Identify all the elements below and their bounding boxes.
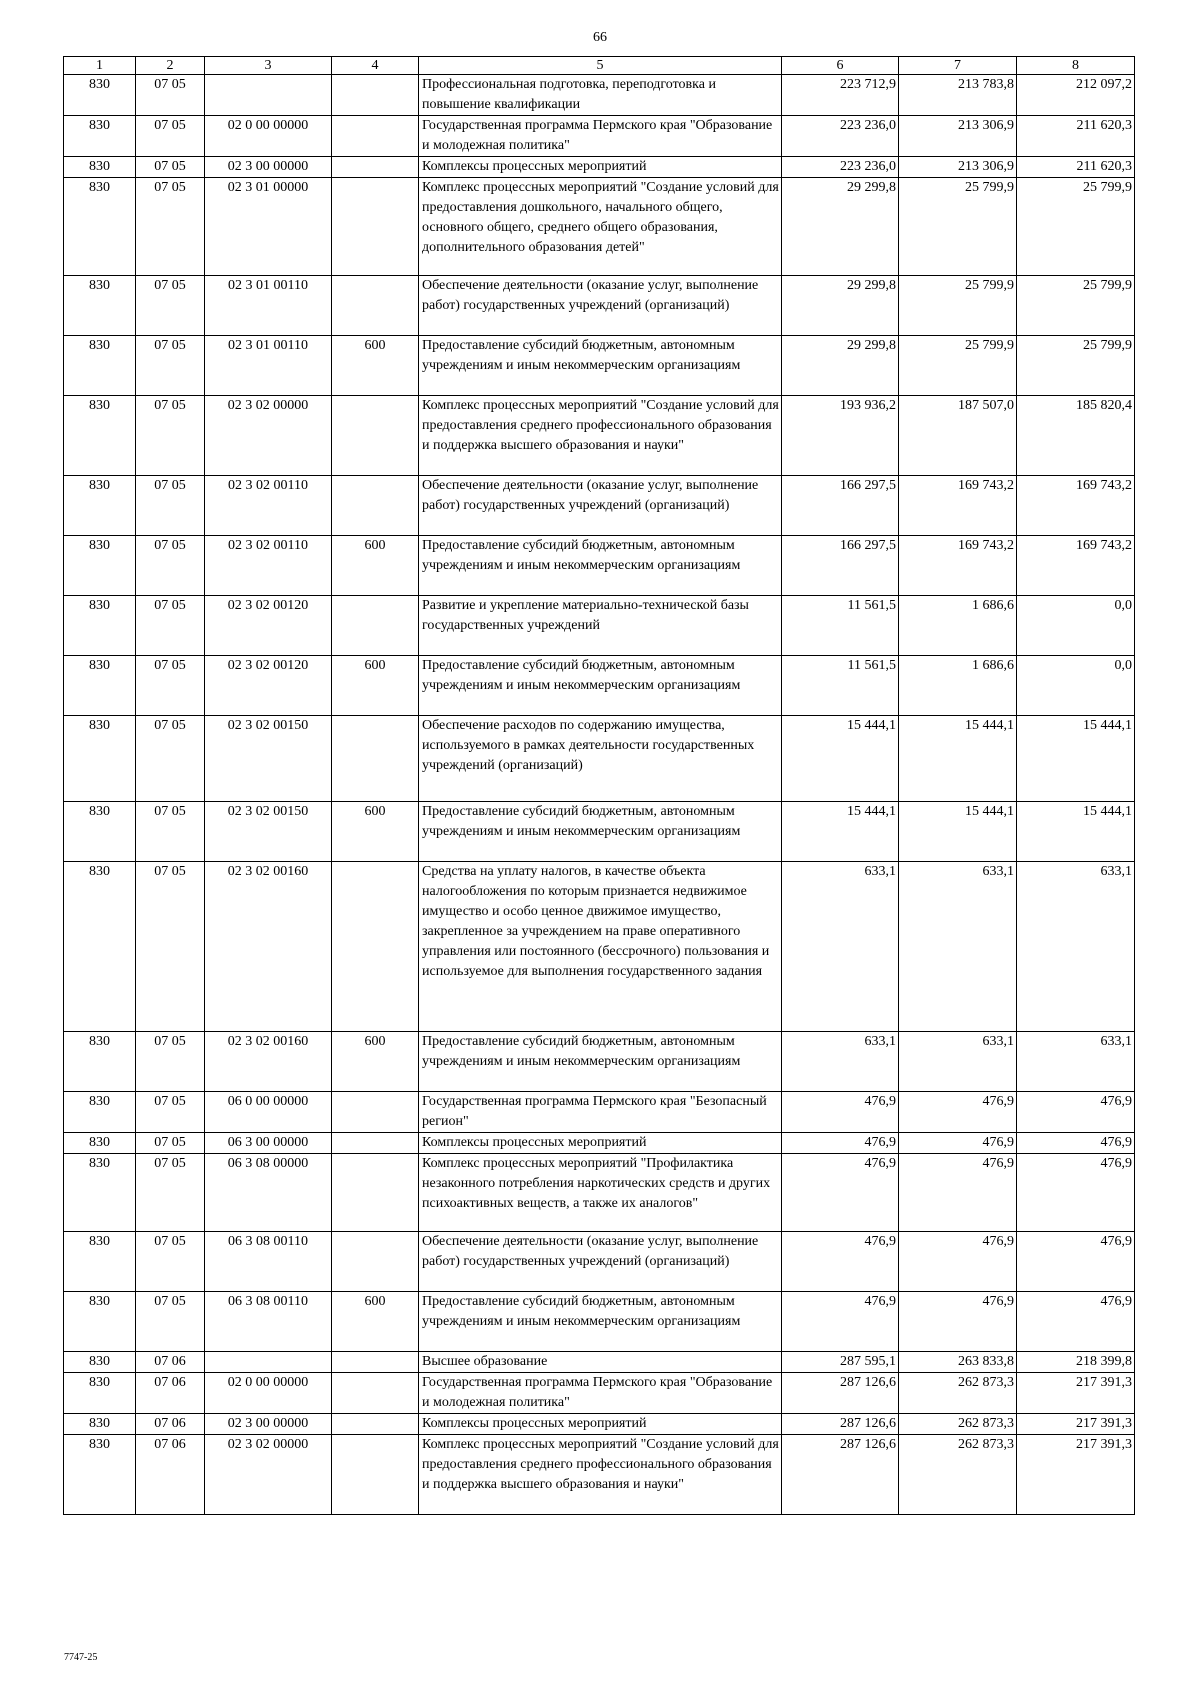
table-row: [64, 396, 1135, 476]
amount-col6-cell: 287 126,6: [782, 1373, 899, 1414]
ministry-code-cell: 830: [64, 116, 136, 157]
table-row: [64, 1435, 1135, 1515]
section-code-cell: 07 05: [136, 596, 205, 656]
amount-col6-cell: 29 299,8: [782, 276, 899, 336]
expense-type-cell: [332, 1373, 419, 1414]
table-row: [64, 716, 1135, 802]
target-article-cell: 06 3 08 00000: [205, 1154, 332, 1232]
amount-col7-cell: 169 743,2: [899, 536, 1017, 596]
section-code-cell: 07 05: [136, 656, 205, 716]
description-cell: Комплекс процессных мероприятий "Профилактика незаконного потребления наркотических средств и других психоактивных веществ, а также их аналогов": [419, 1154, 782, 1232]
description-cell: Предоставление субсидий бюджетным, автономным учреждениям и иным некоммерческим организациям: [419, 336, 782, 396]
target-article-cell: 02 3 01 00000: [205, 178, 332, 276]
amount-col7-cell: 187 507,0: [899, 396, 1017, 476]
table-row: [64, 656, 1135, 716]
amount-col7-cell: 169 743,2: [899, 476, 1017, 536]
table-row: [64, 1154, 1135, 1232]
amount-col8-cell: 217 391,3: [1017, 1373, 1135, 1414]
expense-type-cell: [332, 1154, 419, 1232]
section-code-cell: 07 05: [136, 276, 205, 336]
amount-col8-cell: 0,0: [1017, 656, 1135, 716]
ministry-code-cell: 830: [64, 1154, 136, 1232]
description-cell: Государственная программа Пермского края "Образование и молодежная политика": [419, 116, 782, 157]
ministry-code-cell: 830: [64, 1373, 136, 1414]
description-cell: Предоставление субсидий бюджетным, автономным учреждениям и иным некоммерческим организациям: [419, 1292, 782, 1352]
target-article-cell: 02 3 00 00000: [205, 1414, 332, 1435]
table-row: [64, 802, 1135, 862]
col-header-5: 5: [419, 57, 782, 75]
table-row: [64, 862, 1135, 1032]
description-cell: Предоставление субсидий бюджетным, автономным учреждениям и иным некоммерческим организациям: [419, 536, 782, 596]
section-code-cell: 07 05: [136, 1092, 205, 1133]
expense-type-cell: [332, 1092, 419, 1133]
col-header-6: 6: [782, 57, 899, 75]
target-article-cell: [205, 1352, 332, 1373]
amount-col6-cell: 11 561,5: [782, 596, 899, 656]
amount-col8-cell: 0,0: [1017, 596, 1135, 656]
ministry-code-cell: 830: [64, 476, 136, 536]
description-cell: Предоставление субсидий бюджетным, автономным учреждениям и иным некоммерческим организациям: [419, 1032, 782, 1092]
expense-type-cell: 600: [332, 802, 419, 862]
section-code-cell: 07 06: [136, 1414, 205, 1435]
ministry-code-cell: 830: [64, 336, 136, 396]
table-row: [64, 336, 1135, 396]
description-cell: Комплексы процессных мероприятий: [419, 1133, 782, 1154]
section-code-cell: 07 05: [136, 716, 205, 802]
amount-col7-cell: 213 783,8: [899, 75, 1017, 116]
amount-col6-cell: 29 299,8: [782, 336, 899, 396]
table-row: [64, 276, 1135, 336]
expense-type-cell: 600: [332, 536, 419, 596]
ministry-code-cell: 830: [64, 157, 136, 178]
section-code-cell: 07 05: [136, 1232, 205, 1292]
table-row: [64, 116, 1135, 157]
description-cell: Профессиональная подготовка, переподготовка и повышение квалификации: [419, 75, 782, 116]
ministry-code-cell: 830: [64, 396, 136, 476]
amount-col6-cell: 476,9: [782, 1133, 899, 1154]
section-code-cell: 07 05: [136, 1292, 205, 1352]
expense-type-cell: [332, 862, 419, 1032]
amount-col8-cell: 185 820,4: [1017, 396, 1135, 476]
col-header-7: 7: [899, 57, 1017, 75]
amount-col6-cell: 476,9: [782, 1292, 899, 1352]
amount-col6-cell: 633,1: [782, 1032, 899, 1092]
amount-col6-cell: 29 299,8: [782, 178, 899, 276]
target-article-cell: 02 3 01 00110: [205, 276, 332, 336]
section-code-cell: 07 05: [136, 75, 205, 116]
ministry-code-cell: 830: [64, 656, 136, 716]
amount-col6-cell: 166 297,5: [782, 536, 899, 596]
amount-col7-cell: 263 833,8: [899, 1352, 1017, 1373]
target-article-cell: 02 3 01 00110: [205, 336, 332, 396]
amount-col8-cell: 212 097,2: [1017, 75, 1135, 116]
target-article-cell: 02 3 02 00000: [205, 396, 332, 476]
amount-col6-cell: 166 297,5: [782, 476, 899, 536]
ministry-code-cell: 830: [64, 1133, 136, 1154]
description-cell: Обеспечение деятельности (оказание услуг, выполнение работ) государственных учреждений (организаций): [419, 1232, 782, 1292]
amount-col8-cell: 633,1: [1017, 1032, 1135, 1092]
amount-col7-cell: 25 799,9: [899, 336, 1017, 396]
expense-type-cell: [332, 116, 419, 157]
amount-col6-cell: 476,9: [782, 1154, 899, 1232]
expense-type-cell: 600: [332, 336, 419, 396]
amount-col8-cell: 476,9: [1017, 1092, 1135, 1133]
description-cell: Комплексы процессных мероприятий: [419, 157, 782, 178]
description-cell: Комплекс процессных мероприятий "Создание условий для предоставления среднего профессионального образования и поддержка высшего образования и науки": [419, 1435, 782, 1515]
amount-col6-cell: 287 595,1: [782, 1352, 899, 1373]
amount-col8-cell: 476,9: [1017, 1154, 1135, 1232]
target-article-cell: 02 3 02 00160: [205, 1032, 332, 1092]
table-row: [64, 596, 1135, 656]
target-article-cell: 02 3 02 00160: [205, 862, 332, 1032]
description-cell: Комплекс процессных мероприятий "Создание условий для предоставления среднего профессионального образования и поддержка высшего образования и науки": [419, 396, 782, 476]
description-cell: Комплекс процессных мероприятий "Создание условий для предоставления дошкольного, начального общего, основного общего, среднего общего образования, дополнительного образования детей": [419, 178, 782, 276]
table-row: [64, 1414, 1135, 1435]
table-row: [64, 1232, 1135, 1292]
table-row: [64, 476, 1135, 536]
table-row: [64, 1032, 1135, 1092]
expense-type-cell: [332, 1232, 419, 1292]
amount-col6-cell: 15 444,1: [782, 716, 899, 802]
footer-code: 7747-25: [64, 1652, 98, 1663]
ministry-code-cell: 830: [64, 862, 136, 1032]
amount-col7-cell: 476,9: [899, 1154, 1017, 1232]
section-code-cell: 07 05: [136, 1133, 205, 1154]
ministry-code-cell: 830: [64, 1414, 136, 1435]
description-cell: Развитие и укрепление материально-технической базы государственных учреждений: [419, 596, 782, 656]
table-row: [64, 536, 1135, 596]
target-article-cell: 02 3 02 00150: [205, 802, 332, 862]
amount-col7-cell: 15 444,1: [899, 802, 1017, 862]
description-cell: Предоставление субсидий бюджетным, автономным учреждениям и иным некоммерческим организациям: [419, 802, 782, 862]
section-code-cell: 07 05: [136, 1032, 205, 1092]
expense-type-cell: [332, 276, 419, 336]
col-header-8: 8: [1017, 57, 1135, 75]
amount-col6-cell: 15 444,1: [782, 802, 899, 862]
page-number: 66: [593, 30, 607, 45]
expense-type-cell: [332, 476, 419, 536]
target-article-cell: 02 0 00 00000: [205, 116, 332, 157]
amount-col7-cell: 1 686,6: [899, 596, 1017, 656]
amount-col6-cell: 223 236,0: [782, 157, 899, 178]
section-code-cell: 07 06: [136, 1373, 205, 1414]
section-code-cell: 07 05: [136, 536, 205, 596]
amount-col8-cell: 211 620,3: [1017, 116, 1135, 157]
description-cell: Средства на уплату налогов, в качестве объекта налогообложения по которым признается недвижимое имущество и особо ценное движимое имущество, закрепленное за учреждением на праве оперативного управления или постоянного (бессрочного) пользования и используемое для выполнения государственного задания: [419, 862, 782, 1032]
table-row: [64, 157, 1135, 178]
section-code-cell: 07 05: [136, 476, 205, 536]
expense-type-cell: 600: [332, 1292, 419, 1352]
description-cell: Обеспечение деятельности (оказание услуг, выполнение работ) государственных учреждений (организаций): [419, 476, 782, 536]
ministry-code-cell: 830: [64, 178, 136, 276]
col-header-4: 4: [332, 57, 419, 75]
description-cell: Обеспечение деятельности (оказание услуг, выполнение работ) государственных учреждений (организаций): [419, 276, 782, 336]
target-article-cell: [205, 75, 332, 116]
ministry-code-cell: 830: [64, 1352, 136, 1373]
amount-col6-cell: 193 936,2: [782, 396, 899, 476]
amount-col6-cell: 287 126,6: [782, 1435, 899, 1515]
col-header-2: 2: [136, 57, 205, 75]
expense-type-cell: 600: [332, 656, 419, 716]
target-article-cell: 06 3 08 00110: [205, 1232, 332, 1292]
expense-type-cell: [332, 178, 419, 276]
expense-type-cell: [332, 716, 419, 802]
expense-type-cell: [332, 596, 419, 656]
ministry-code-cell: 830: [64, 1292, 136, 1352]
ministry-code-cell: 830: [64, 536, 136, 596]
amount-col7-cell: 25 799,9: [899, 178, 1017, 276]
amount-col8-cell: 169 743,2: [1017, 476, 1135, 536]
amount-col7-cell: 262 873,3: [899, 1373, 1017, 1414]
section-code-cell: 07 05: [136, 336, 205, 396]
section-code-cell: 07 05: [136, 157, 205, 178]
amount-col8-cell: 25 799,9: [1017, 276, 1135, 336]
table-row: [64, 1373, 1135, 1414]
description-cell: Комплексы процессных мероприятий: [419, 1414, 782, 1435]
amount-col7-cell: 1 686,6: [899, 656, 1017, 716]
ministry-code-cell: 830: [64, 276, 136, 336]
expense-type-cell: [332, 1352, 419, 1373]
amount-col6-cell: 287 126,6: [782, 1414, 899, 1435]
table-row: [64, 1092, 1135, 1133]
amount-col6-cell: 223 712,9: [782, 75, 899, 116]
expense-type-cell: [332, 75, 419, 116]
amount-col7-cell: 633,1: [899, 862, 1017, 1032]
header-row: [64, 57, 1135, 75]
amount-col8-cell: 217 391,3: [1017, 1435, 1135, 1515]
section-code-cell: 07 05: [136, 396, 205, 476]
table-body: [64, 75, 1135, 1515]
ministry-code-cell: 830: [64, 716, 136, 802]
expense-type-cell: [332, 396, 419, 476]
table-row: [64, 178, 1135, 276]
target-article-cell: 06 3 08 00110: [205, 1292, 332, 1352]
expense-type-cell: [332, 1414, 419, 1435]
amount-col6-cell: 476,9: [782, 1232, 899, 1292]
section-code-cell: 07 05: [136, 1154, 205, 1232]
budget-table: [63, 56, 1135, 1515]
table-row: [64, 75, 1135, 116]
amount-col7-cell: 262 873,3: [899, 1435, 1017, 1515]
amount-col6-cell: 11 561,5: [782, 656, 899, 716]
target-article-cell: 02 0 00 00000: [205, 1373, 332, 1414]
target-article-cell: 02 3 02 00110: [205, 536, 332, 596]
table-row: [64, 1292, 1135, 1352]
expense-type-cell: 600: [332, 1032, 419, 1092]
amount-col7-cell: 476,9: [899, 1133, 1017, 1154]
target-article-cell: 02 3 02 00150: [205, 716, 332, 802]
section-code-cell: 07 05: [136, 178, 205, 276]
amount-col6-cell: 476,9: [782, 1092, 899, 1133]
amount-col7-cell: 25 799,9: [899, 276, 1017, 336]
amount-col8-cell: 169 743,2: [1017, 536, 1135, 596]
target-article-cell: 02 3 02 00000: [205, 1435, 332, 1515]
amount-col8-cell: 211 620,3: [1017, 157, 1135, 178]
amount-col7-cell: 213 306,9: [899, 157, 1017, 178]
col-header-3: 3: [205, 57, 332, 75]
amount-col7-cell: 15 444,1: [899, 716, 1017, 802]
amount-col8-cell: 476,9: [1017, 1133, 1135, 1154]
target-article-cell: 02 3 02 00110: [205, 476, 332, 536]
amount-col8-cell: 476,9: [1017, 1292, 1135, 1352]
amount-col7-cell: 262 873,3: [899, 1414, 1017, 1435]
amount-col7-cell: 633,1: [899, 1032, 1017, 1092]
description-cell: Высшее образование: [419, 1352, 782, 1373]
target-article-cell: 06 3 00 00000: [205, 1133, 332, 1154]
ministry-code-cell: 830: [64, 1032, 136, 1092]
section-code-cell: 07 05: [136, 116, 205, 157]
amount-col8-cell: 218 399,8: [1017, 1352, 1135, 1373]
ministry-code-cell: 830: [64, 1092, 136, 1133]
target-article-cell: 02 3 02 00120: [205, 596, 332, 656]
description-cell: Государственная программа Пермского края "Безопасный регион": [419, 1092, 782, 1133]
amount-col8-cell: 476,9: [1017, 1232, 1135, 1292]
description-cell: Государственная программа Пермского края "Образование и молодежная политика": [419, 1373, 782, 1414]
amount-col6-cell: 223 236,0: [782, 116, 899, 157]
amount-col7-cell: 476,9: [899, 1092, 1017, 1133]
amount-col7-cell: 476,9: [899, 1232, 1017, 1292]
ministry-code-cell: 830: [64, 75, 136, 116]
target-article-cell: 06 0 00 00000: [205, 1092, 332, 1133]
amount-col6-cell: 633,1: [782, 862, 899, 1032]
col-header-1: 1: [64, 57, 136, 75]
amount-col7-cell: 213 306,9: [899, 116, 1017, 157]
ministry-code-cell: 830: [64, 1435, 136, 1515]
target-article-cell: 02 3 00 00000: [205, 157, 332, 178]
description-cell: Обеспечение расходов по содержанию имущества, используемого в рамках деятельности государственных учреждений (организаций): [419, 716, 782, 802]
expense-type-cell: [332, 1435, 419, 1515]
section-code-cell: 07 06: [136, 1352, 205, 1373]
table-row: [64, 1352, 1135, 1373]
target-article-cell: 02 3 02 00120: [205, 656, 332, 716]
amount-col8-cell: 25 799,9: [1017, 178, 1135, 276]
amount-col8-cell: 217 391,3: [1017, 1414, 1135, 1435]
amount-col8-cell: 15 444,1: [1017, 802, 1135, 862]
expense-type-cell: [332, 157, 419, 178]
description-cell: Предоставление субсидий бюджетным, автономным учреждениям и иным некоммерческим организациям: [419, 656, 782, 716]
ministry-code-cell: 830: [64, 1232, 136, 1292]
section-code-cell: 07 05: [136, 802, 205, 862]
amount-col8-cell: 633,1: [1017, 862, 1135, 1032]
expense-type-cell: [332, 1133, 419, 1154]
section-code-cell: 07 05: [136, 862, 205, 1032]
amount-col8-cell: 15 444,1: [1017, 716, 1135, 802]
section-code-cell: 07 06: [136, 1435, 205, 1515]
amount-col7-cell: 476,9: [899, 1292, 1017, 1352]
amount-col8-cell: 25 799,9: [1017, 336, 1135, 396]
table-row: [64, 1133, 1135, 1154]
ministry-code-cell: 830: [64, 802, 136, 862]
ministry-code-cell: 830: [64, 596, 136, 656]
